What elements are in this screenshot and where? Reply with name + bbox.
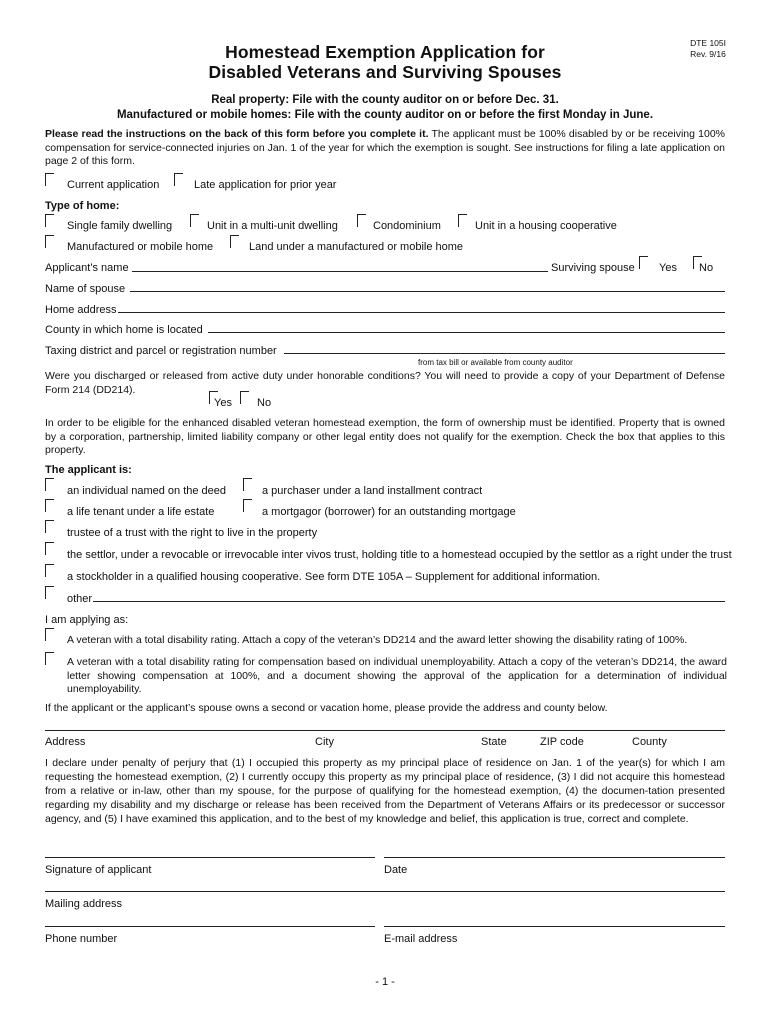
- total-disability-label: A veteran with a total disability rating. Attach a copy of the veteran’s DD214 and the award letter showing the disability rating of 100%.: [67, 634, 688, 646]
- second-home-field[interactable]: [45, 730, 725, 731]
- multi-unit-checkbox[interactable]: [190, 214, 199, 227]
- spouse-name-label: Name of spouse: [45, 283, 126, 295]
- mailing-address-label: Mailing address: [45, 898, 123, 910]
- real-property-deadline: Real property: File with the county auditor on or before Dec. 31.: [211, 94, 559, 106]
- other-checkbox[interactable]: [45, 586, 54, 599]
- discharge-question: Were you discharged or released from active duty under honorable conditions? You will need to provide a copy of your Department of Defense Form 214 (DD214).: [45, 370, 725, 396]
- purchaser-label: a purchaser under a land installment contract: [262, 485, 483, 497]
- mailing-address-field[interactable]: [45, 891, 725, 892]
- surviving-spouse-yes-label: Yes: [659, 262, 677, 274]
- intro-text: The applicant must be 100% disabled by or be receiving 100% compensation for service-connected injuries on Jan. 1 of the year for which the exemption is sought. See instructions for filing a late application on page 2 of this form.: [45, 128, 726, 167]
- current-application-label: Current application: [67, 179, 160, 191]
- life-tenant-label: a life tenant under a life estate: [67, 506, 215, 518]
- single-family-label: Single family dwelling: [67, 220, 173, 232]
- applicant-name-label: Applicant’s name: [45, 262, 129, 274]
- intro-paragraph: [45, 128, 725, 169]
- page-number: - 1 -: [375, 976, 395, 988]
- taxing-district-label: Taxing district and parcel or registration number: [45, 345, 277, 357]
- email-field[interactable]: [384, 926, 725, 927]
- manufactured-home-label: Manufactured or mobile home: [67, 241, 214, 253]
- page-title: [0, 42, 770, 82]
- trustee-label: trustee of a trust with the right to live in the property: [67, 527, 318, 539]
- taxing-district-hint: from tax bill or available from county auditor: [418, 358, 573, 367]
- intro-bold: Please read the instructions on the back of this form before you complete it.: [45, 128, 429, 140]
- taxing-district-field[interactable]: [284, 353, 725, 354]
- late-application-checkbox[interactable]: [174, 173, 183, 186]
- mortgagor-label: a mortgagor (borrower) for an outstanding mortgage: [262, 506, 516, 518]
- housing-coop-label: Unit in a housing cooperative: [475, 220, 617, 232]
- second-home-zip-label: ZIP code: [540, 736, 584, 748]
- declaration: I declare under penalty of perjury that (1) I occupied this property as my principal place of residence on Jan. 1 of the year(s) for which I am requesting the homestead exemption, (2) I currently occupy this property as my principal place of residence, (3) I did not acquire this homestead from a relative or in-law, other than my spouse, for the purpose of qualifying for the homestead exemption, (4) the documen-tation presented regarding my disability and my discharge or release has been received from the Department of Veterans Affairs or its predecessor or successor agency, and (5) I have examined this application, and to the best of my knowledge and belief, this application is true, correct and complete.: [45, 757, 725, 825]
- individual-checkbox[interactable]: [45, 478, 54, 491]
- home-address-field[interactable]: [118, 312, 725, 313]
- stockholder-checkbox[interactable]: [45, 564, 54, 577]
- late-application-label: Late application for prior year: [194, 179, 337, 191]
- total-disability-checkbox[interactable]: [45, 628, 54, 641]
- land-under-home-label: Land under a manufactured or mobile home: [249, 241, 464, 253]
- second-home-address-label: Address: [45, 736, 86, 748]
- form-number: DTE 105I: [690, 38, 726, 48]
- multi-unit-label: Unit in a multi-unit dwelling: [207, 220, 338, 232]
- manufactured-deadline: Manufactured or mobile homes: File with the county auditor on or before the first Monday in June.: [116, 109, 654, 121]
- purchaser-checkbox[interactable]: [243, 478, 252, 491]
- unemployability-label: A veteran with a total disability rating for compensation based on individual unemployability. Attach a copy of the veteran’s DD214, the award letter showing compensation at 100%, and a document showing the approval of the application for a determination of individual unemployability.: [67, 656, 727, 695]
- email-label: E-mail address: [384, 933, 458, 945]
- single-family-checkbox[interactable]: [45, 214, 54, 227]
- other-field[interactable]: [93, 601, 725, 602]
- applying-as-heading: I am applying as:: [45, 614, 129, 626]
- mortgagor-checkbox[interactable]: [243, 499, 252, 512]
- phone-label: Phone number: [45, 933, 118, 945]
- surviving-spouse-no-label: No: [699, 262, 714, 274]
- second-home-city-label: City: [315, 736, 334, 748]
- title-line-1: Homestead Exemption Application for: [225, 42, 545, 62]
- discharge-no-label: No: [257, 397, 272, 409]
- individual-label: an individual named on the deed: [67, 485, 227, 497]
- county-label: County in which home is located: [45, 324, 203, 336]
- surviving-spouse-label: Surviving spouse: [551, 262, 635, 274]
- manufactured-home-checkbox[interactable]: [45, 235, 54, 248]
- settlor-checkbox[interactable]: [45, 542, 54, 555]
- life-tenant-checkbox[interactable]: [45, 499, 54, 512]
- condominium-checkbox[interactable]: [357, 214, 366, 227]
- condominium-label: Condominium: [373, 220, 441, 232]
- ownership-intro: In order to be eligible for the enhanced disabled veteran homestead exemption, the form of ownership must be identified. Property that is owned by a corporation, partnership, limited liability company or other legal entity does not qualify for the exemption. Check the box that applies to this property.: [45, 417, 725, 456]
- second-home-text: If the applicant or the applicant’s spouse owns a second or vacation home, please provide the address and county below.: [45, 702, 608, 714]
- signature-label: Signature of applicant: [45, 864, 152, 876]
- trustee-checkbox[interactable]: [45, 520, 54, 533]
- settlor-label: the settlor, under a revocable or irrevocable inter vivos trust, holding title to a homestead occupied by the settlor as a right under the trust: [67, 549, 732, 561]
- form-revision: Rev. 9/16: [690, 49, 726, 59]
- spouse-name-field[interactable]: [130, 291, 725, 292]
- surviving-spouse-yes-checkbox[interactable]: [639, 256, 648, 269]
- unemployability-checkbox[interactable]: [45, 652, 54, 665]
- home-type-heading: Type of home:: [45, 200, 120, 212]
- title-line-2: Disabled Veterans and Surviving Spouses: [208, 62, 562, 82]
- second-home-county-label: County: [632, 736, 667, 748]
- stockholder-label: a stockholder in a qualified housing cooperative. See form DTE 105A – Supplement for additional information.: [67, 571, 601, 583]
- applicant-name-field[interactable]: [132, 271, 548, 272]
- second-home-state-label: State: [481, 736, 507, 748]
- date-label: Date: [384, 864, 408, 876]
- home-address-label: Home address: [45, 304, 117, 316]
- applicant-is-heading: The applicant is:: [45, 464, 132, 476]
- land-under-home-checkbox[interactable]: [230, 235, 239, 248]
- other-label: other: [67, 593, 93, 605]
- housing-coop-checkbox[interactable]: [458, 214, 467, 227]
- signature-field[interactable]: [45, 857, 375, 858]
- phone-field[interactable]: [45, 926, 375, 927]
- county-field[interactable]: [208, 332, 725, 333]
- discharge-yes-label: Yes: [214, 397, 232, 409]
- discharge-no-checkbox[interactable]: [240, 391, 249, 404]
- date-field[interactable]: [384, 857, 725, 858]
- current-application-checkbox[interactable]: [45, 173, 54, 186]
